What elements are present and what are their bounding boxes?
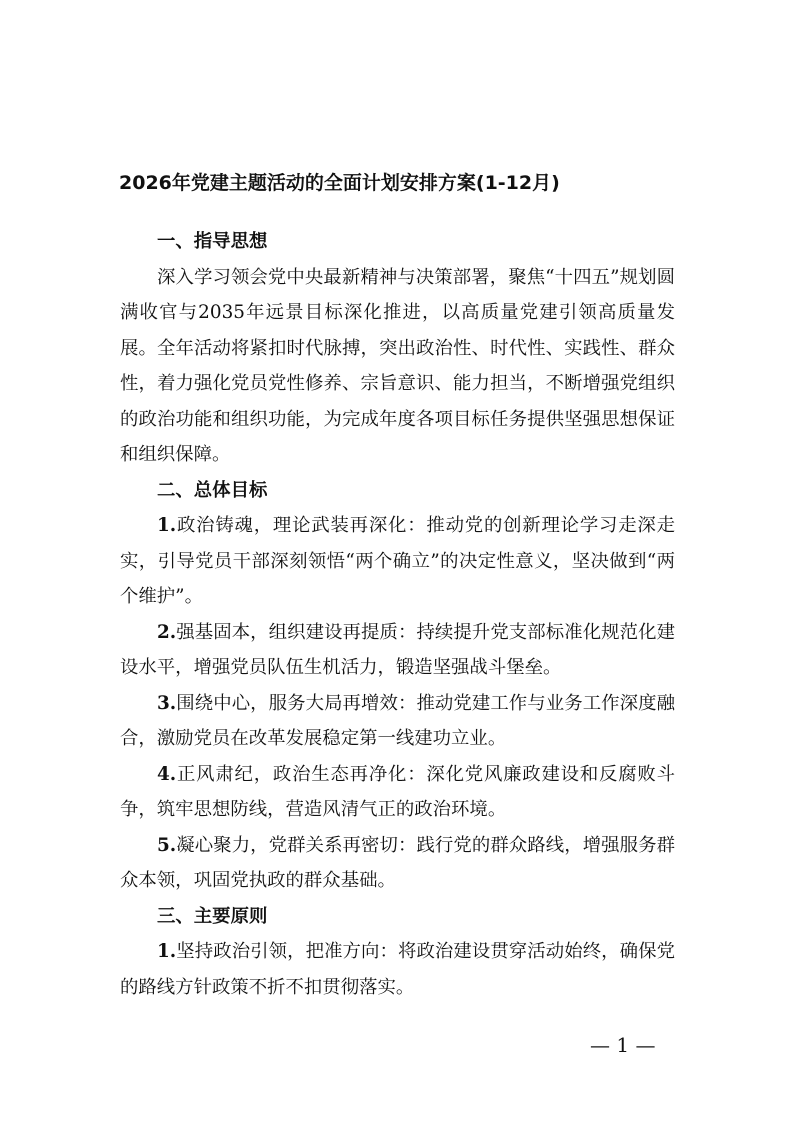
item-number: 1. [157, 515, 177, 536]
paragraph-text: 政治铸魂，理论武装再深化：推动党的创新理论学习走深走实，引导党员干部深刻领悟“两个确立”的决定性意义，坚决做到“两个维护”。 [120, 515, 675, 607]
paragraph [120, 686, 675, 757]
paragraph [120, 934, 675, 1005]
section-heading: 二、总体目标 [157, 479, 268, 501]
paragraph-text: 坚持政治引领，把准方向：将政治建设贯穿活动始终，确保党的路线方针政策不折不扣贯彻落实。 [120, 941, 675, 998]
paragraph-text: 深入学习领会党中央最新精神与决策部署，聚焦“十四五”规划圆满收官与2035年远景目标深化推进，以高质量党建引领高质量发展。全年活动将紧扣时代脉搏，突出政治性、时代性、实践性、群众性，着力强化党员党性修养、宗旨意识、能力担当，不断增强党组织的政治功能和组织功能，为完成年度各项目标任务提供坚强思想保证和组织保障。 [120, 266, 675, 465]
paragraph [120, 260, 675, 473]
section-heading: 三、主要原则 [157, 905, 268, 927]
paragraph-text: 正风肃纪，政治生态再净化：深化党风廉政建设和反腐败斗争，筑牢思想防线，营造风清气正的政治环境。 [120, 763, 675, 820]
item-number: 3. [157, 692, 177, 714]
paragraph [120, 828, 675, 899]
section-heading: 一、指导思想 [157, 231, 268, 252]
paragraph [120, 508, 675, 615]
paragraph-text: 凝心聚力，党群关系再密切：践行党的群众路线，增强服务群众本领，巩固党执政的群众基础。 [120, 834, 675, 891]
item-number: 5. [157, 834, 177, 856]
paragraph [120, 615, 675, 686]
paragraph-text: 强基固本，组织建设再提质：持续提升党支部标准化规范化建设水平，增强党员队伍生机活力，锻造坚强战斗堡垒。 [120, 621, 675, 678]
document-body [120, 224, 675, 1005]
document-title: 2026年党建主题活动的全面计划安排方案(1-12月) [119, 172, 560, 194]
paragraph [120, 757, 675, 828]
item-number: 2. [157, 621, 177, 643]
page-number: — 1 — [590, 1033, 656, 1057]
item-number: 4. [157, 763, 177, 785]
paragraph-text: 围绕中心，服务大局再增效：推动党建工作与业务工作深度融合，激励党员在改革发展稳定第一线建功立业。 [120, 692, 675, 749]
item-number: 1. [157, 941, 177, 962]
